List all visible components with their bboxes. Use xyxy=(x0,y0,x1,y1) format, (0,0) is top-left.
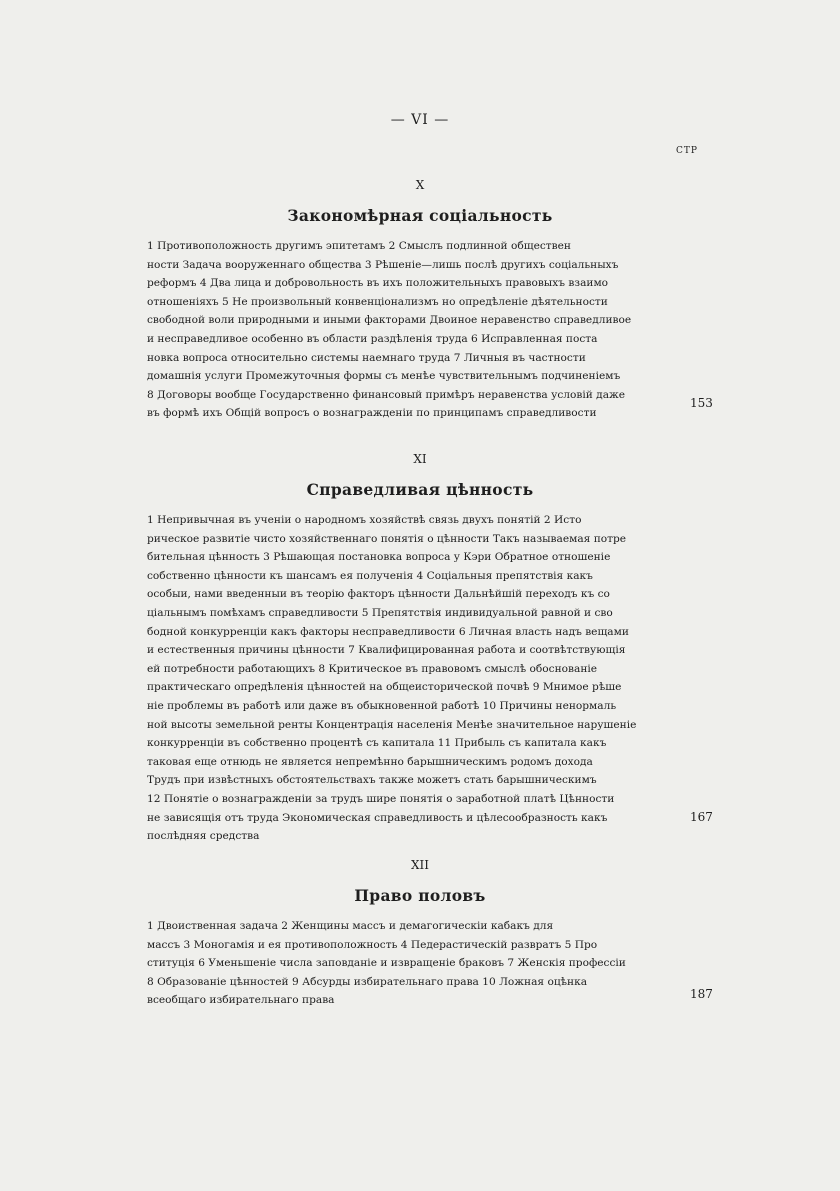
summary-line: ности Задача вооруженнаго общества 3 Рѣшеніе—лишь послѣ другихъ соціальныхъ xyxy=(147,258,619,271)
chapter-title: Право половъ xyxy=(354,886,486,905)
summary-line: ціальнымъ помѣхамъ справедливости 5 Препятствія индивидуальной равной и сво xyxy=(147,606,613,619)
chapter-xi xyxy=(0,452,840,846)
summary-line: Трудъ при извѣстныхъ обстоятельствахъ также можетъ стать барышническимъ xyxy=(147,774,597,787)
summary-line: массъ 3 Моногамія и ея противоположность 4 Педерастическій развратъ 5 Про xyxy=(147,938,598,951)
summary-line: всеобщаго избирательнаго права xyxy=(147,994,335,1007)
summary-line: 1 Противоположность другимъ эпитетамъ 2 Смыслъ подлинной обществен xyxy=(147,240,571,252)
chapter-title: Закономѣрная соціальность xyxy=(287,206,553,225)
chapter-summary xyxy=(147,237,672,423)
summary-line: особыи, нами введенныи въ теорію факторъ цѣнности Дальнѣйшій переходъ къ со xyxy=(147,588,610,601)
summary-line: и естественныя причины цѣнности 7 Квалифицированная работа и соотвѣтствующія xyxy=(147,644,626,657)
chapter-numeral: XI xyxy=(413,452,427,466)
summary-line: ституція 6 Уменьшеніе числа заповданіе и извращеніе браковъ 7 Женскія профессіи xyxy=(147,957,626,970)
summary-line: домашнія услуги Промежуточныя формы съ менѣе чувствительнымъ подчиненіемъ xyxy=(147,370,621,383)
page-column-label: СТР xyxy=(676,146,698,156)
summary-line: бительная цѣнность 3 Рѣшающая постановка вопроса у Кэри Обратное отношеніе xyxy=(147,551,611,564)
chapter-x xyxy=(0,178,840,423)
summary-line: таковая еще отнюдь не является непремѣнно барышническимъ родомъ дохода xyxy=(147,755,593,768)
summary-line: рическое развитіе чисто хозяйственнаго понятія о цѣнности Такъ называемая потре xyxy=(147,532,627,545)
chapter-summary xyxy=(147,917,672,1010)
summary-line: ніе проблемы въ работѣ или даже въ обыкновенной работѣ 10 Причины ненормаль xyxy=(147,699,617,712)
summary-line: 8 Договоры вообще Государственно финансовый примѣръ неравенства условій даже xyxy=(147,388,626,401)
summary-line: бодной конкурренціи какъ факторы несправедливости 6 Личная власть надъ вещами xyxy=(147,625,629,638)
chapter-numeral: X xyxy=(415,178,425,192)
page-number: 167 xyxy=(690,810,713,824)
page-number: 153 xyxy=(690,396,713,410)
summary-line: и несправедливое особенно въ области раздѣленія труда 6 Исправленная поста xyxy=(147,332,598,345)
summary-line: собственно цѣнности къ шансамъ ея полученія 4 Соціальныя препятствія какъ xyxy=(147,569,593,582)
page-number: 187 xyxy=(690,987,713,1001)
summary-line: 8 Образованіе цѣнностей 9 Абсурды избирательнаго права 10 Ложная оцѣнка xyxy=(147,975,588,988)
summary-line: послѣдняя средства xyxy=(147,830,260,843)
summary-line: свободной воли природными и иными факторами Двоиное неравенство справедливое xyxy=(147,314,632,327)
chapter-numeral: XII xyxy=(410,858,430,872)
summary-line: практическаго опредѣленія цѣнностей на общеисторической почвѣ 9 Мнимое рѣше xyxy=(147,681,622,694)
summary-line: въ формѣ ихъ Общій вопросъ о вознагражденіи по принципамъ справедливости xyxy=(147,407,597,420)
summary-line: ной высоты земельной ренты Концентрація населенія Менѣе значительное нарушеніе xyxy=(147,718,637,731)
summary-line: конкурренціи въ собственно процентѣ съ капитала 11 Прибыль съ капитала какъ xyxy=(147,737,607,750)
summary-line: 1 Непривычная въ ученіи о народномъ хозяйствѣ связь двухъ понятій 2 Исто xyxy=(147,514,582,526)
summary-line: ей потребности работающихъ 8 Критическое въ правовомъ смыслѣ обоснованіе xyxy=(147,662,598,675)
chapter-xii xyxy=(0,858,840,1010)
summary-line: новка вопроса относительно системы наемнаго труда 7 Личныя въ частности xyxy=(147,351,586,364)
summary-line: 1 Двоиственная задача 2 Женщины массъ и демагогическіи кабакъ для xyxy=(147,920,554,932)
summary-line: не зависящія отъ труда Экономическая справедливость и цѣлесообразность какъ xyxy=(147,811,608,824)
summary-line: отношеніяхъ 5 Не произвольный конвенціонализмъ но опредѣленіе дѣятельности xyxy=(147,295,608,308)
chapter-summary xyxy=(147,511,672,846)
summary-line: 12 Понятіе о вознагражденіи за трудъ шире понятія о заработной платѣ Цѣнности xyxy=(147,792,615,805)
chapter-title: Справедливая цѣнность xyxy=(306,480,534,499)
summary-line: реформъ 4 Два лица и добровольность въ ихъ положительныхъ правовыхъ взаимо xyxy=(147,277,609,290)
running-head: — VI — xyxy=(390,112,450,128)
